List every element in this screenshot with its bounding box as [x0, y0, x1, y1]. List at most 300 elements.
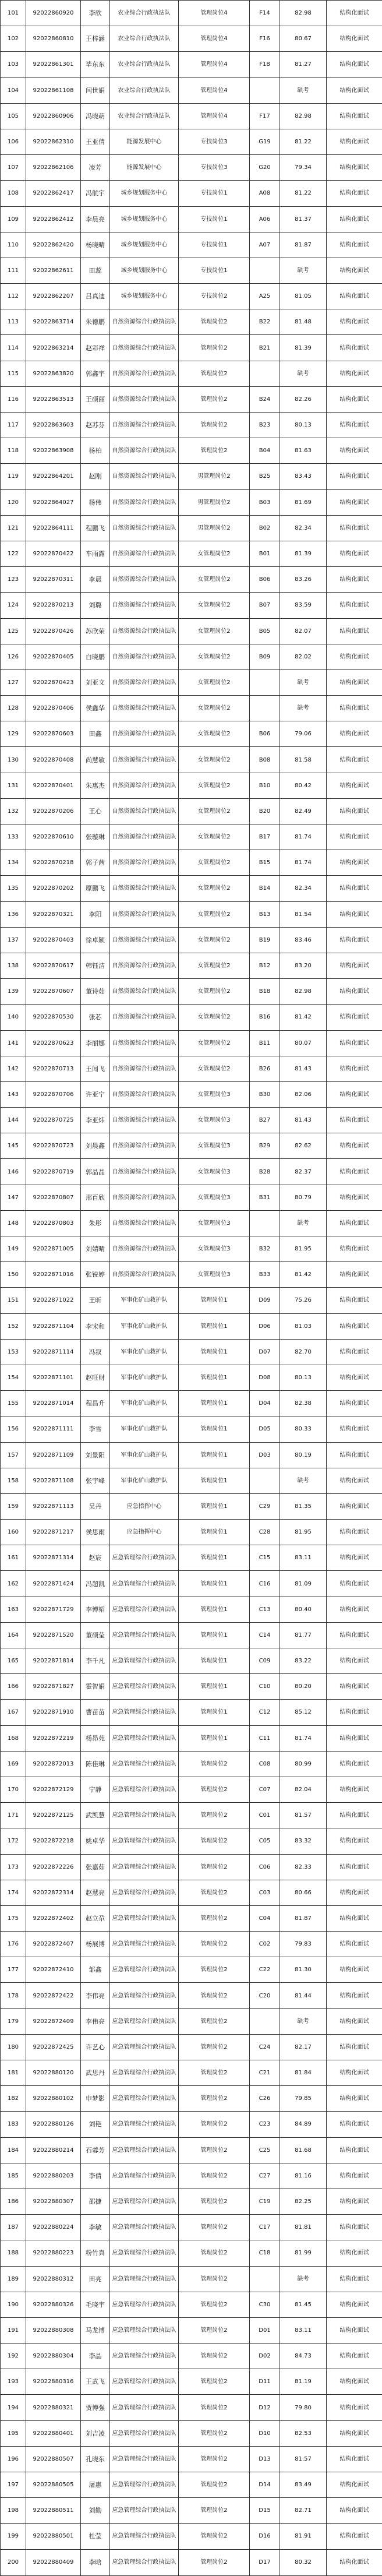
seat-code: C17	[250, 2215, 280, 2240]
ticket-id: 92022871314	[26, 1545, 81, 1571]
unit-name: 军事化矿山救护队	[110, 1468, 179, 1493]
row-number: 105	[1, 103, 26, 129]
candidate-name: 冯航宇	[81, 181, 110, 206]
interview-type: 结构化面试	[327, 1932, 382, 1957]
position-name: 管理岗位2	[179, 1932, 250, 1957]
unit-name: 军事化矿山救护队	[110, 1313, 179, 1339]
interview-type: 结构化面试	[327, 644, 382, 669]
interview-type: 结构化面试	[327, 464, 382, 489]
position-name: 女管理岗位3	[179, 1081, 250, 1107]
seat-code: D09	[250, 1288, 280, 1313]
interview-type: 结构化面试	[327, 1520, 382, 1545]
row-number: 195	[1, 2420, 26, 2446]
ticket-id: 92022870617	[26, 953, 81, 978]
unit-name: 应急管理综合行政执法队	[110, 1622, 179, 1648]
unit-name: 应急管理综合行政执法队	[110, 1674, 179, 1700]
ticket-id: 92022870401	[26, 773, 81, 798]
position-name: 女管理岗位2	[179, 773, 250, 798]
seat-code: C12	[250, 1700, 280, 1725]
interview-type: 结构化面试	[327, 618, 382, 644]
seat-code: B07	[250, 593, 280, 618]
seat-code: D16	[250, 2524, 280, 2549]
ticket-id: 92022862106	[26, 155, 81, 181]
score-value: 缺考	[280, 1210, 327, 1236]
table-row	[1, 1674, 382, 1700]
position-name: 管理岗位2	[179, 2060, 250, 2086]
interview-type: 结构化面试	[327, 1983, 382, 2008]
seat-code: C18	[250, 2240, 280, 2266]
score-value: 83.46	[280, 927, 327, 953]
score-value: 81.42	[280, 1262, 327, 1288]
table-row	[1, 850, 382, 876]
interview-type: 结构化面试	[327, 2317, 382, 2343]
candidate-name: 赵慧亮	[81, 1880, 110, 1905]
interview-type: 结构化面试	[327, 1751, 382, 1777]
unit-name: 应急管理综合行政执法队	[110, 2344, 179, 2369]
unit-name: 应急管理综合行政执法队	[110, 2420, 179, 2446]
unit-name: 自然资源综合行政执法队	[110, 1030, 179, 1056]
row-number: 124	[1, 593, 26, 618]
ticket-id: 92022864201	[26, 464, 81, 489]
table-row	[1, 1648, 382, 1674]
ticket-id: 92022872226	[26, 1854, 81, 1880]
interview-type: 结构化面试	[327, 1391, 382, 1416]
position-name: 管理岗位1	[179, 1313, 250, 1339]
candidate-name: 王武飞	[81, 2369, 110, 2395]
row-number: 130	[1, 747, 26, 773]
interview-type: 结构化面试	[327, 798, 382, 824]
score-value: 81.27	[280, 52, 327, 77]
score-value: 80.13	[280, 413, 327, 438]
interview-type: 结构化面试	[327, 2472, 382, 2498]
candidate-name: 粉竹真	[81, 2240, 110, 2266]
unit-name: 自然资源综合行政执法队	[110, 927, 179, 953]
row-number: 128	[1, 696, 26, 721]
ticket-id: 92022871016	[26, 1262, 81, 1288]
unit-name: 城乡规划服务中心	[110, 232, 179, 258]
position-name: 专技岗位1	[179, 258, 250, 283]
score-value: 80.42	[280, 773, 327, 798]
row-number: 122	[1, 541, 26, 566]
candidate-name: 李欣	[81, 1, 110, 26]
score-value: 84.73	[280, 2344, 327, 2369]
ticket-id: 92022870713	[26, 1056, 81, 1081]
seat-code: D13	[250, 2446, 280, 2472]
interview-type: 结构化面试	[327, 2266, 382, 2292]
position-name: 管理岗位1	[179, 1391, 250, 1416]
score-value: 83.20	[280, 953, 327, 978]
score-value: 83.22	[280, 1648, 327, 1674]
score-value: 81.43	[280, 1108, 327, 1133]
seat-code: C03	[250, 1880, 280, 1905]
table-row	[1, 1339, 382, 1365]
score-value: 缺考	[280, 2266, 327, 2292]
interview-type: 结构化面试	[327, 1056, 382, 1081]
ticket-id: 92022863513	[26, 386, 81, 412]
position-name: 管理岗位1	[179, 1442, 250, 1468]
position-name: 管理岗位2	[179, 2086, 250, 2112]
ticket-id: 92022871005	[26, 1236, 81, 1262]
row-number: 135	[1, 876, 26, 901]
candidate-name: 毕东东	[81, 52, 110, 77]
ticket-id: 92022871114	[26, 1339, 81, 1365]
position-name: 女管理岗位3	[179, 1236, 250, 1262]
table-row	[1, 1133, 382, 1159]
candidate-name: 刘艳	[81, 2112, 110, 2137]
table-row	[1, 593, 382, 618]
position-name: 管理岗位2	[179, 2446, 250, 2472]
interview-type: 结构化面试	[327, 1185, 382, 1210]
score-value: 81.35	[280, 1493, 327, 1519]
unit-name: 应急管理综合行政执法队	[110, 1932, 179, 1957]
ticket-id: 92022862207	[26, 284, 81, 309]
unit-name: 军事化矿山救护队	[110, 1416, 179, 1442]
score-value: 81.22	[280, 181, 327, 206]
score-value: 80.07	[280, 1030, 327, 1056]
candidate-name: 王硕丽	[81, 386, 110, 412]
unit-name: 应急管理综合行政执法队	[110, 1597, 179, 1622]
unit-name: 应急管理综合行政执法队	[110, 1571, 179, 1597]
candidate-name: 赵刚	[81, 464, 110, 489]
table-row	[1, 464, 382, 489]
score-value: 80.20	[280, 1674, 327, 1700]
interview-type: 结构化面试	[327, 1030, 382, 1056]
seat-code: C08	[250, 1751, 280, 1777]
ticket-id: 92022864027	[26, 489, 81, 515]
score-value: 81.05	[280, 284, 327, 309]
interview-type: 结构化面试	[327, 1803, 382, 1828]
score-value: 81.95	[280, 1236, 327, 1262]
interview-type: 结构化面试	[327, 1133, 382, 1159]
row-number: 184	[1, 2137, 26, 2163]
position-name: 管理岗位1	[179, 1700, 250, 1725]
score-value: 81.81	[280, 2215, 327, 2240]
seat-code: B06	[250, 721, 280, 747]
row-number: 132	[1, 798, 26, 824]
ticket-id: 92022861108	[26, 77, 81, 103]
ticket-id: 92022870408	[26, 747, 81, 773]
position-name: 管理岗位1	[179, 1622, 250, 1648]
seat-code: C04	[250, 1905, 280, 1931]
ticket-id: 92022870206	[26, 798, 81, 824]
unit-name: 应急指挥中心	[110, 1520, 179, 1545]
row-number: 121	[1, 515, 26, 541]
row-number: 159	[1, 1493, 26, 1519]
seat-code: B15	[250, 850, 280, 876]
score-value: 82.98	[280, 1, 327, 26]
candidate-name: 李伟亮	[81, 1983, 110, 2008]
position-name: 女管理岗位2	[179, 696, 250, 721]
interview-type: 结构化面试	[327, 1725, 382, 1751]
row-number: 168	[1, 1725, 26, 1751]
score-value: 80.13	[280, 1365, 327, 1390]
position-name: 管理岗位2	[179, 2549, 250, 2575]
candidate-name: 郭鑫宇	[81, 361, 110, 386]
unit-name: 能源发展中心	[110, 129, 179, 154]
row-number: 199	[1, 2524, 26, 2549]
table-row	[1, 1545, 382, 1571]
candidate-name: 董诗茹	[81, 979, 110, 1005]
seat-code: A08	[250, 181, 280, 206]
seat-code: B16	[250, 1005, 280, 1030]
row-number: 181	[1, 2060, 26, 2086]
unit-name: 应急管理综合行政执法队	[110, 2498, 179, 2524]
position-name: 管理岗位1	[179, 1520, 250, 1545]
unit-name: 自然资源综合行政执法队	[110, 567, 179, 593]
unit-name: 自然资源综合行政执法队	[110, 721, 179, 747]
unit-name: 应急管理综合行政执法队	[110, 1725, 179, 1751]
position-name: 女管理岗位2	[179, 850, 250, 876]
score-value: 80.33	[280, 1416, 327, 1442]
candidate-name: 张锐婷	[81, 1262, 110, 1288]
seat-code: C14	[250, 1622, 280, 1648]
interview-type: 结构化面试	[327, 438, 382, 464]
ticket-id: 92022880102	[26, 2086, 81, 2112]
score-value: 81.69	[280, 489, 327, 515]
candidate-name: 邵捷	[81, 2189, 110, 2214]
position-name: 管理岗位4	[179, 77, 250, 103]
table-row	[1, 1159, 382, 1185]
table-row	[1, 2034, 382, 2060]
candidate-name: 马龙博	[81, 2317, 110, 2343]
row-number: 142	[1, 1056, 26, 1081]
score-value: 81.16	[280, 2163, 327, 2189]
interview-type: 结构化面试	[327, 2189, 382, 2214]
position-name: 管理岗位2	[179, 1777, 250, 1802]
row-number: 152	[1, 1313, 26, 1339]
interview-type: 结构化面试	[327, 1700, 382, 1725]
table-row	[1, 2344, 382, 2369]
score-value: 82.71	[280, 2498, 327, 2524]
interview-type: 结构化面试	[327, 2420, 382, 2446]
table-row	[1, 696, 382, 721]
row-number: 133	[1, 824, 26, 850]
interview-type: 结构化面试	[327, 2086, 382, 2112]
position-name: 管理岗位2	[179, 2292, 250, 2317]
interview-type: 结构化面试	[327, 953, 382, 978]
unit-name: 自然资源综合行政执法队	[110, 413, 179, 438]
table-row	[1, 1, 382, 26]
interview-type: 结构化面试	[327, 2034, 382, 2060]
table-row	[1, 309, 382, 335]
seat-code: C16	[250, 1571, 280, 1597]
interview-type: 结构化面试	[327, 181, 382, 206]
seat-code	[250, 361, 280, 386]
row-number: 197	[1, 2472, 26, 2498]
candidate-name: 冯超凯	[81, 1571, 110, 1597]
score-value: 81.45	[280, 2292, 327, 2317]
row-number: 178	[1, 1983, 26, 2008]
seat-code: C07	[250, 1777, 280, 1802]
position-name: 管理岗位1	[179, 1571, 250, 1597]
score-value: 80.79	[280, 1185, 327, 1210]
unit-name: 自然资源综合行政执法队	[110, 1056, 179, 1081]
interview-type: 结构化面试	[327, 284, 382, 309]
ticket-id: 92022880505	[26, 2472, 81, 2498]
interview-type: 结构化面试	[327, 1159, 382, 1185]
interview-type: 结构化面试	[327, 103, 382, 129]
unit-name: 自然资源综合行政执法队	[110, 593, 179, 618]
candidate-name: 赵苏芬	[81, 413, 110, 438]
row-number: 149	[1, 1236, 26, 1262]
ticket-id: 92022860920	[26, 1, 81, 26]
ticket-id: 92022870405	[26, 644, 81, 669]
seat-code: C19	[250, 2189, 280, 2214]
position-name: 专技岗位3	[179, 155, 250, 181]
interview-type: 结构化面试	[327, 1957, 382, 1983]
interview-type: 结构化面试	[327, 824, 382, 850]
interview-type: 结构化面试	[327, 2344, 382, 2369]
interview-type: 结构化面试	[327, 2137, 382, 2163]
unit-name: 应急管理综合行政执法队	[110, 2317, 179, 2343]
interview-type: 结构化面试	[327, 386, 382, 412]
seat-code: B10	[250, 773, 280, 798]
unit-name: 城乡规划服务中心	[110, 206, 179, 232]
row-number: 120	[1, 489, 26, 515]
ticket-id: 92022872425	[26, 2034, 81, 2060]
position-name: 女管理岗位2	[179, 1005, 250, 1030]
seat-code: B25	[250, 464, 280, 489]
table-row	[1, 1597, 382, 1622]
unit-name: 自然资源综合行政执法队	[110, 1236, 179, 1262]
interview-type: 结构化面试	[327, 1005, 382, 1030]
position-name: 管理岗位2	[179, 2369, 250, 2395]
seat-code: F16	[250, 26, 280, 52]
row-number: 123	[1, 567, 26, 593]
row-number: 163	[1, 1597, 26, 1622]
score-value: 82.34	[280, 876, 327, 901]
row-number: 126	[1, 644, 26, 669]
ticket-id: 92022870423	[26, 669, 81, 695]
candidate-name: 闫世娟	[81, 77, 110, 103]
interview-type: 结构化面试	[327, 1648, 382, 1674]
ticket-id: 92022870803	[26, 1210, 81, 1236]
score-value: 83.11	[280, 2317, 327, 2343]
table-body	[1, 1, 382, 2576]
position-name: 女管理岗位2	[179, 747, 250, 773]
row-number: 140	[1, 1005, 26, 1030]
candidate-name: 张宇峰	[81, 1468, 110, 1493]
candidate-name: 霍智娟	[81, 1674, 110, 1700]
unit-name: 应急管理综合行政执法队	[110, 2008, 179, 2034]
row-number: 175	[1, 1905, 26, 1931]
table-row	[1, 1777, 382, 1802]
unit-name: 自然资源综合行政执法队	[110, 747, 179, 773]
row-number: 141	[1, 1030, 26, 1056]
candidate-name: 孔晓东	[81, 2446, 110, 2472]
seat-code	[250, 669, 280, 695]
row-number: 176	[1, 1932, 26, 1957]
seat-code: C26	[250, 2086, 280, 2112]
seat-code: C28	[250, 1520, 280, 1545]
table-row	[1, 2060, 382, 2086]
ticket-id: 92022872218	[26, 1828, 81, 1854]
unit-name: 应急管理综合行政执法队	[110, 1905, 179, 1931]
seat-code: D14	[250, 2472, 280, 2498]
candidate-name: 李敏	[81, 2215, 110, 2240]
candidate-name: 邹鑫	[81, 1957, 110, 1983]
row-number: 116	[1, 386, 26, 412]
candidate-name: 李雪	[81, 1416, 110, 1442]
position-name: 管理岗位4	[179, 1, 250, 26]
position-name: 管理岗位2	[179, 413, 250, 438]
position-name: 管理岗位1	[179, 1365, 250, 1390]
score-value: 84.89	[280, 2112, 327, 2137]
table-row	[1, 1391, 382, 1416]
score-value: 缺考	[280, 258, 327, 283]
unit-name: 自然资源综合行政执法队	[110, 979, 179, 1005]
seat-code: D12	[250, 2395, 280, 2420]
table-row	[1, 2137, 382, 2163]
seat-code: C29	[250, 1493, 280, 1519]
table-row	[1, 1493, 382, 1519]
seat-code: C11	[250, 1725, 280, 1751]
score-value: 82.53	[280, 2420, 327, 2446]
seat-code: C05	[250, 1828, 280, 1854]
ticket-id: 92022872410	[26, 1957, 81, 1983]
interview-type: 结构化面试	[327, 1416, 382, 1442]
row-number: 101	[1, 1, 26, 26]
seat-code: B13	[250, 901, 280, 927]
candidate-name: 尚慧敏	[81, 747, 110, 773]
position-name: 女管理岗位2	[179, 593, 250, 618]
row-number: 119	[1, 464, 26, 489]
interview-type: 结构化面试	[327, 1236, 382, 1262]
seat-code: B28	[250, 1159, 280, 1185]
position-name: 女管理岗位3	[179, 1108, 250, 1133]
interview-type: 结构化面试	[327, 1313, 382, 1339]
unit-name: 应急管理综合行政执法队	[110, 1957, 179, 1983]
candidate-name: 李晶	[81, 2344, 110, 2369]
candidate-name: 李伟亮	[81, 2008, 110, 2034]
seat-code: B03	[250, 489, 280, 515]
ticket-id: 92022870610	[26, 824, 81, 850]
row-number: 134	[1, 850, 26, 876]
table-row	[1, 618, 382, 644]
table-row	[1, 2086, 382, 2112]
seat-code: C09	[250, 1648, 280, 1674]
position-name: 女管理岗位3	[179, 1185, 250, 1210]
table-row	[1, 953, 382, 978]
unit-name: 应急管理综合行政执法队	[110, 1777, 179, 1802]
row-number: 186	[1, 2189, 26, 2214]
position-name: 管理岗位2	[179, 1828, 250, 1854]
row-number: 179	[1, 2008, 26, 2034]
interview-type: 结构化面试	[327, 1854, 382, 1880]
table-row	[1, 1288, 382, 1313]
interview-type: 结构化面试	[327, 413, 382, 438]
unit-name: 军事化矿山救护队	[110, 1365, 179, 1390]
row-number: 200	[1, 2549, 26, 2575]
row-number: 174	[1, 1880, 26, 1905]
ticket-id: 92022870321	[26, 901, 81, 927]
ticket-id: 92022862611	[26, 258, 81, 283]
unit-name: 应急管理综合行政执法队	[110, 2034, 179, 2060]
ticket-id: 92022872422	[26, 1983, 81, 2008]
position-name: 管理岗位2	[179, 1905, 250, 1931]
seat-code: C02	[250, 1932, 280, 1957]
table-row	[1, 1932, 382, 1957]
ticket-id: 92022870719	[26, 1159, 81, 1185]
row-number: 182	[1, 2086, 26, 2112]
seat-code: B30	[250, 1081, 280, 1107]
seat-code: C10	[250, 1674, 280, 1700]
table-row	[1, 284, 382, 309]
score-value: 81.03	[280, 1313, 327, 1339]
position-name: 管理岗位2	[179, 2163, 250, 2189]
table-row	[1, 1957, 382, 1983]
candidate-name: 李倩	[81, 2163, 110, 2189]
